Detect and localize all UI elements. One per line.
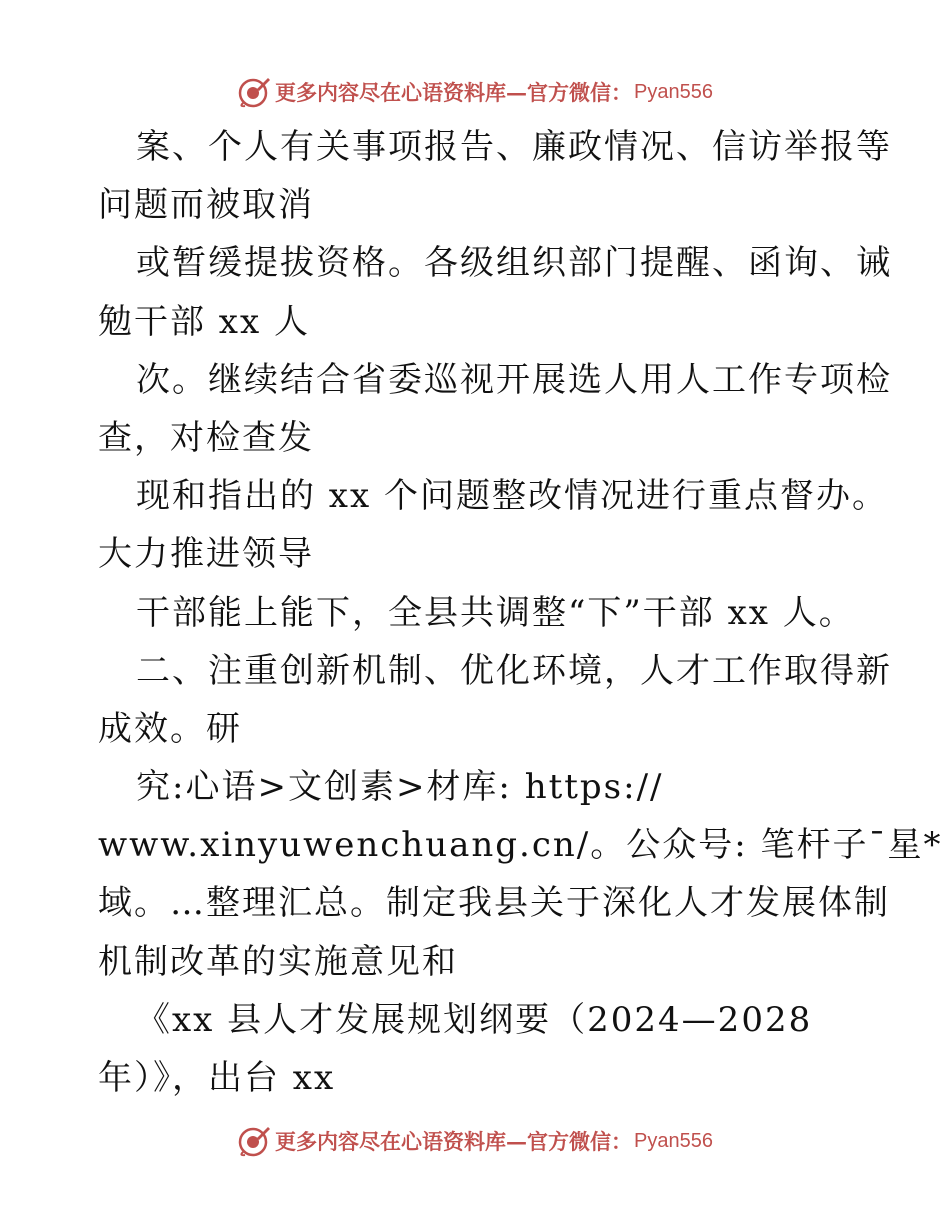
text-line: 二、注重创新机制、优化环境，人才工作取得新: [136, 650, 892, 691]
text-line: 或暂缓提拔资格。各级组织部门提醒、函询、诫: [136, 243, 892, 284]
watermark-text: 更多内容尽在心语资料库: [275, 80, 507, 105]
text-line: 成效。研: [98, 708, 242, 749]
text-line: 问题而被取消: [98, 185, 314, 226]
watermark-account-id: Pyan556: [634, 80, 713, 103]
text-line: 大力推进领导: [98, 534, 314, 575]
watermark-text: 更多内容尽在心语资料库: [275, 1129, 507, 1154]
watermark-account-id: Pyan556: [634, 1129, 713, 1152]
text-line: www.xinyuwenchuang.cn/。公众号: 笔杆子¯星*: [98, 825, 943, 866]
text-line: 干部能上能下，全县共调整“下”干部 xx 人。: [136, 592, 855, 633]
footer-watermark: [0, 1121, 950, 1161]
document-body: [98, 118, 943, 1107]
watermark-account-label: 官方微信：: [527, 1129, 633, 1154]
pen-logo-icon: [237, 75, 271, 109]
text-line: 现和指出的 xx 个问题整改情况进行重点督办。: [136, 476, 888, 517]
watermark-dash: —: [506, 1128, 528, 1154]
watermark-dash: —: [506, 79, 528, 105]
text-line: 究:心语>文创素>材库: https://: [136, 767, 664, 808]
header-watermark: [0, 72, 950, 112]
text-line: 勉干部 xx 人: [98, 301, 310, 342]
text-line: 年）》，出台 xx: [98, 1058, 336, 1098]
text-line: 《xx 县人才发展规划纲要（2024—2028: [136, 999, 813, 1040]
pen-logo-icon: [237, 1124, 271, 1158]
text-line: 机制改革的实施意见和: [98, 941, 458, 982]
text-line: 案、个人有关事项报告、廉政情况、信访举报等: [136, 127, 892, 167]
text-line: 次。继续结合省委巡视开展选人用人工作专项检: [136, 359, 892, 400]
watermark-account-label: 官方微信：: [527, 80, 633, 105]
text-line: 查，对检查发: [98, 417, 314, 458]
text-line: 域。…整理汇总。制定我县关于深化人才发展体制: [98, 883, 890, 924]
